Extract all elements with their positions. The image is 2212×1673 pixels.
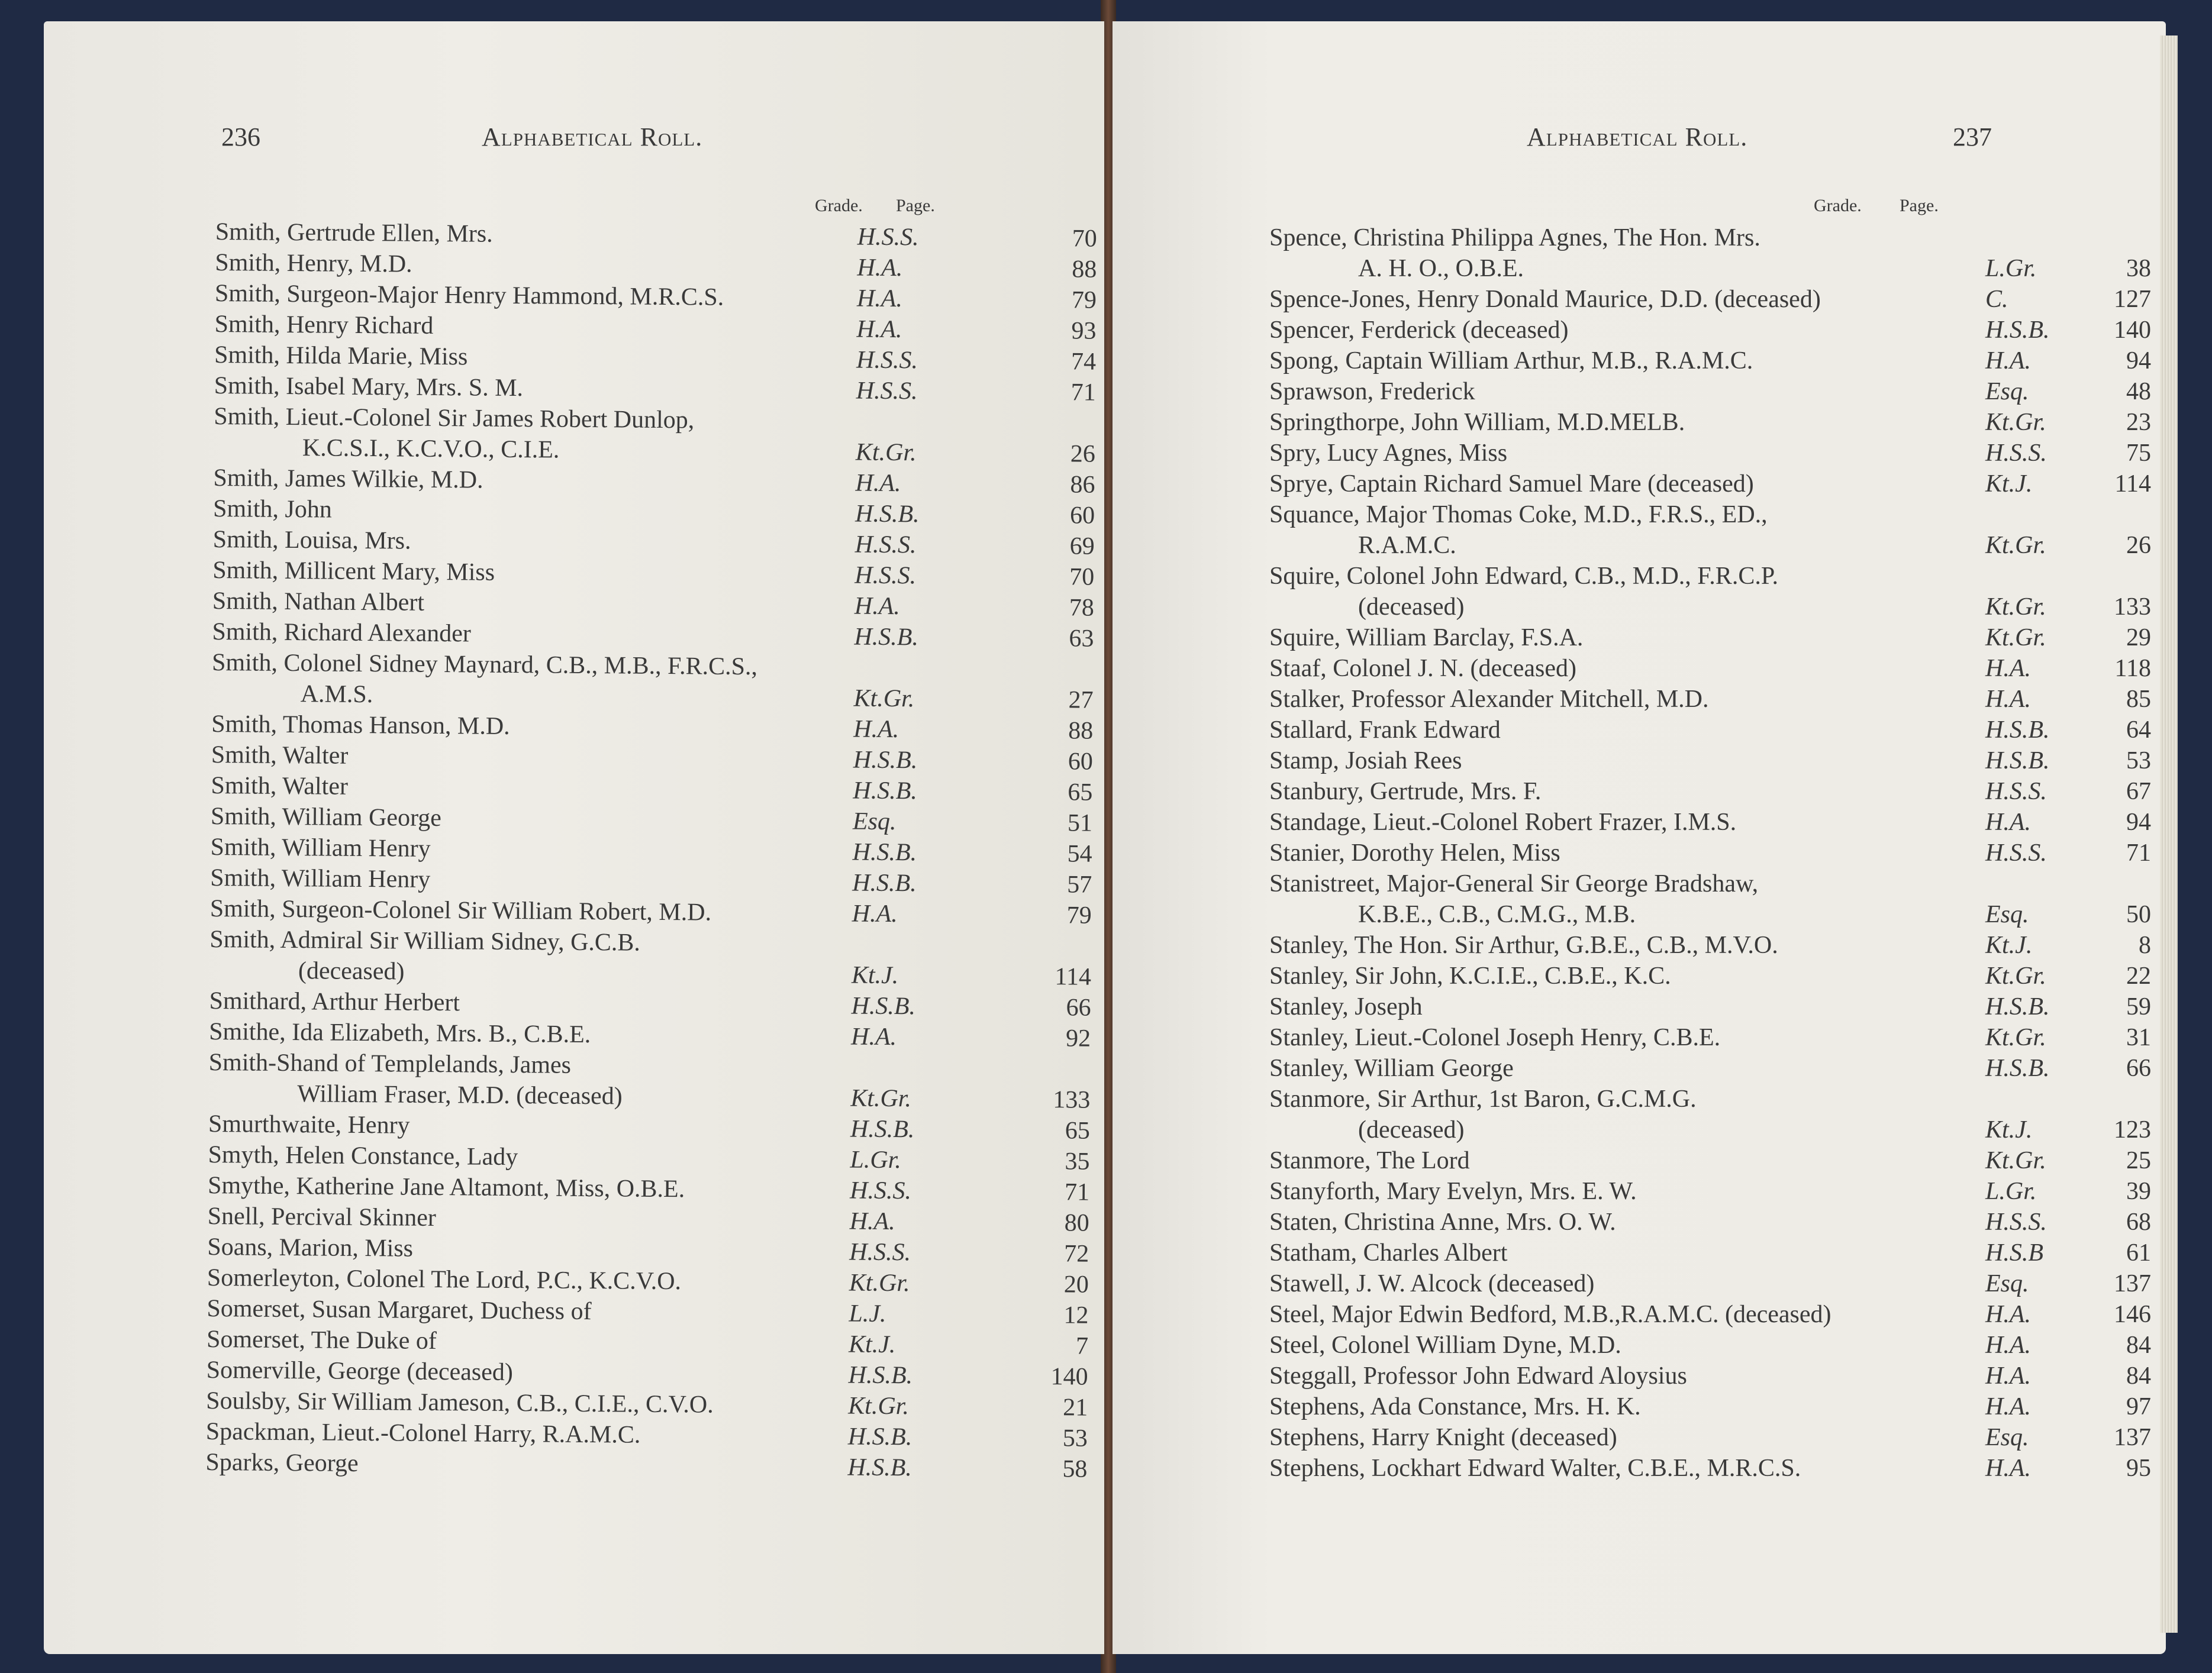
entry-grade: H.S.B. bbox=[851, 992, 916, 1020]
entry-page: 72 bbox=[1064, 1240, 1089, 1268]
entry-name: Spong, Captain William Arthur, M.B., R.A.M.C. bbox=[1269, 347, 1753, 374]
list-item bbox=[1269, 222, 2157, 253]
entry-page: 88 bbox=[1068, 717, 1094, 745]
entry-name: Smith, Millicent Mary, Miss bbox=[212, 556, 495, 586]
entry-name: Stanistreet, Major-General Sir George Bradshaw, bbox=[1269, 870, 1759, 897]
list-item bbox=[1269, 1022, 2157, 1053]
list-item bbox=[1269, 438, 2157, 469]
list-item bbox=[1269, 284, 2157, 315]
entry-page: 65 bbox=[1065, 1117, 1091, 1145]
list-item bbox=[1269, 1115, 2157, 1145]
entry-grade: H.A. bbox=[854, 592, 901, 621]
list-item bbox=[1269, 1238, 2157, 1268]
entry-page: 64 bbox=[2126, 716, 2151, 744]
entry-page: 118 bbox=[2114, 655, 2151, 682]
list-item bbox=[1269, 253, 2157, 284]
entry-name: Smithe, Ida Elizabeth, Mrs. B., C.B.E. bbox=[208, 1018, 591, 1049]
entry-page: 133 bbox=[2114, 593, 2151, 621]
entry-grade: H.S.S. bbox=[1985, 839, 2047, 867]
list-item bbox=[1269, 315, 2157, 345]
entry-name: Squance, Major Thomas Coke, M.D., F.R.S., ED., bbox=[1269, 501, 1768, 528]
entry-grade: H.A. bbox=[853, 715, 899, 744]
entry-grade: Esq. bbox=[1985, 1424, 2029, 1451]
entry-page: 70 bbox=[1072, 225, 1097, 253]
entry-name: Smith, Walter bbox=[211, 741, 349, 770]
list-item bbox=[1269, 838, 2157, 868]
entry-page: 78 bbox=[1069, 594, 1095, 622]
list-item bbox=[1269, 499, 2157, 530]
entry-grade: H.S.B. bbox=[848, 1361, 913, 1390]
list-item bbox=[1269, 1084, 2157, 1115]
entry-grade: Kt.Gr. bbox=[1985, 1147, 2046, 1174]
list-item bbox=[1269, 961, 2157, 991]
entry-page: 68 bbox=[2126, 1209, 2151, 1236]
entry-name: Stanmore, The Lord bbox=[1269, 1147, 1470, 1174]
entry-name: Stanier, Dorothy Helen, Miss bbox=[1269, 839, 1560, 867]
list-item bbox=[1269, 684, 2157, 715]
list-item bbox=[1269, 1453, 2157, 1484]
entry-name: Stawell, J. W. Alcock (deceased) bbox=[1269, 1270, 1595, 1297]
entry-grade: H.S.S. bbox=[849, 1177, 912, 1205]
entry-name: Stamp, Josiah Rees bbox=[1269, 747, 1462, 774]
entry-name: Stephens, Ada Constance, Mrs. H. K. bbox=[1269, 1393, 1641, 1420]
entry-name: Stanley, Joseph bbox=[1269, 993, 1423, 1020]
entry-page: 38 bbox=[2126, 255, 2151, 282]
entry-grade: Kt.Gr. bbox=[855, 438, 917, 467]
entry-name: Somerleyton, Colonel The Lord, P.C., K.C.V.O. bbox=[207, 1264, 682, 1296]
entry-page: 35 bbox=[1065, 1148, 1090, 1175]
entry-name: Stephens, Harry Knight (deceased) bbox=[1269, 1424, 1617, 1451]
entry-name: Spencer, Ferderick (deceased) bbox=[1269, 316, 1569, 344]
entry-name: Stephens, Lockhart Edward Walter, C.B.E., M.R.C.S. bbox=[1269, 1455, 1801, 1482]
entry-name: Smurthwaite, Henry bbox=[208, 1110, 410, 1139]
entry-name: Smith, Gertrude Ellen, Mrs. bbox=[215, 218, 493, 248]
entry-name: Somerset, The Duke of bbox=[206, 1325, 437, 1355]
entry-page: 26 bbox=[1070, 440, 1096, 468]
entry-grade: Kt.Gr. bbox=[1985, 532, 2046, 559]
entry-grade: H.A. bbox=[849, 1207, 895, 1236]
entry-page: 71 bbox=[1064, 1178, 1090, 1206]
entry-grade: H.S.B. bbox=[850, 1115, 915, 1144]
entry-name: Smith, William Henry bbox=[210, 833, 431, 863]
entry-name: Snell, Percival Skinner bbox=[207, 1202, 437, 1232]
entry-page: 21 bbox=[1063, 1394, 1088, 1422]
entry-page: 133 bbox=[1053, 1086, 1091, 1114]
list-item bbox=[1269, 1330, 2157, 1361]
entry-name: Spackman, Lieut.-Colonel Harry, R.A.M.C. bbox=[205, 1417, 641, 1449]
entry-grade: H.A. bbox=[1985, 1455, 2031, 1482]
list-item bbox=[1269, 622, 2157, 653]
entry-grade: H.S.B. bbox=[1985, 747, 2050, 774]
entry-page: 66 bbox=[1066, 994, 1091, 1022]
entry-page: 93 bbox=[1071, 317, 1097, 345]
entry-name: Smith, Colonel Sidney Maynard, C.B., M.B., F.R.C.S., bbox=[211, 648, 758, 681]
entry-grade: H.A. bbox=[852, 900, 898, 928]
entry-page: 86 bbox=[1070, 471, 1095, 499]
entry-grade: L.Gr. bbox=[850, 1146, 902, 1174]
entry-grade: H.A. bbox=[1985, 1362, 2031, 1390]
running-header: Alphabetical Roll. bbox=[482, 122, 703, 151]
list-item bbox=[1269, 1145, 2157, 1176]
entry-grade: H.A. bbox=[1985, 1393, 2031, 1420]
entry-page: 27 bbox=[1068, 686, 1094, 714]
entry-page: 123 bbox=[2114, 1116, 2151, 1144]
entry-page: 65 bbox=[1068, 779, 1093, 806]
list-item bbox=[1269, 991, 2157, 1022]
entry-name: Stanley, Sir John, K.C.I.E., C.B.E., K.C. bbox=[1269, 963, 1671, 990]
entry-list bbox=[1269, 222, 2157, 1484]
entry-grade: H.A. bbox=[1985, 686, 2031, 713]
entry-grade: H.S.S. bbox=[1985, 440, 2047, 467]
entry-name: Stanley, The Hon. Sir Arthur, G.B.E., C.B., M.V.O. bbox=[1269, 932, 1778, 959]
entry-page: 60 bbox=[1068, 748, 1093, 776]
entry-name: Sparks, George bbox=[205, 1448, 359, 1477]
entry-grade: H.A. bbox=[1985, 347, 2031, 374]
list-item bbox=[1269, 1422, 2157, 1453]
entry-name: Stanley, Lieut.-Colonel Joseph Henry, C.B.E. bbox=[1269, 1024, 1721, 1051]
entry-page: 54 bbox=[1067, 840, 1092, 868]
entry-page: 75 bbox=[2126, 440, 2151, 467]
list-item bbox=[1269, 1268, 2157, 1299]
entry-name: Smythe, Katherine Jane Altamont, Miss, O.B.E. bbox=[207, 1171, 685, 1203]
entry-name: K.B.E., C.B., C.M.G., M.B. bbox=[1358, 901, 1636, 928]
entry-page: 26 bbox=[2126, 532, 2151, 559]
entry-page: 59 bbox=[2126, 993, 2151, 1020]
entry-page: 71 bbox=[2126, 839, 2151, 867]
list-item bbox=[1269, 745, 2157, 776]
entry-grade: Kt.J. bbox=[848, 1330, 896, 1359]
entry-page: 25 bbox=[2126, 1147, 2151, 1174]
entry-name: Stanyforth, Mary Evelyn, Mrs. E. W. bbox=[1269, 1178, 1637, 1205]
entry-grade: L.Gr. bbox=[1985, 255, 2037, 282]
entry-name: Smith, Nathan Albert bbox=[212, 587, 425, 616]
entry-name: A. H. O., O.B.E. bbox=[1358, 255, 1524, 282]
entry-name: Staaf, Colonel J. N. (deceased) bbox=[1269, 655, 1576, 682]
entry-name: Stanley, William George bbox=[1269, 1055, 1514, 1082]
entry-name: A.M.S. bbox=[300, 680, 373, 709]
entry-grade: H.S.S. bbox=[857, 223, 919, 251]
entry-name: Smith, James Wilkie, M.D. bbox=[213, 464, 483, 494]
entry-name: (deceased) bbox=[298, 957, 405, 986]
entry-grade: L.J. bbox=[849, 1300, 886, 1328]
entry-grade: Kt.Gr. bbox=[1985, 1024, 2046, 1051]
entry-grade: H.S.S. bbox=[855, 561, 917, 590]
entry-page: 63 bbox=[1069, 625, 1094, 653]
entry-page: 39 bbox=[2126, 1178, 2151, 1205]
entry-grade: C. bbox=[1985, 286, 2008, 313]
entry-grade: H.S.B. bbox=[853, 746, 918, 774]
list-item bbox=[1269, 345, 2157, 376]
entry-name: Smith, Henry, M.D. bbox=[215, 248, 412, 278]
list-item bbox=[1269, 1391, 2157, 1422]
entry-page: 137 bbox=[2114, 1270, 2151, 1297]
entry-grade: H.A. bbox=[855, 469, 901, 498]
entry-page: 84 bbox=[2126, 1362, 2151, 1390]
page-number: 237 bbox=[1953, 122, 1992, 151]
entry-page: 22 bbox=[2126, 963, 2151, 990]
entry-page: 7 bbox=[1075, 1332, 1089, 1360]
entry-name: Springthorpe, John William, M.D.MELB. bbox=[1269, 409, 1685, 436]
entry-name: Steel, Major Edwin Bedford, M.B.,R.A.M.C. (deceased) bbox=[1269, 1301, 1831, 1328]
entry-grade: H.S.B. bbox=[852, 838, 917, 867]
entry-grade: H.S.S. bbox=[855, 531, 917, 559]
entry-name: Soulsby, Sir William Jameson, C.B., C.I.E., C.V.O. bbox=[206, 1387, 714, 1419]
entry-name: Smithard, Arthur Herbert bbox=[209, 987, 460, 1017]
entry-name: Smith, Hilda Marie, Miss bbox=[214, 341, 468, 371]
entry-name: R.A.M.C. bbox=[1358, 532, 1456, 559]
entry-page: 58 bbox=[1062, 1455, 1088, 1483]
entry-name: Smith, Lieut.-Colonel Sir James Robert Dunlop, bbox=[214, 402, 695, 434]
column-header-page: Page. bbox=[1900, 196, 1939, 215]
entry-grade: Kt.J. bbox=[1985, 1116, 2033, 1144]
entry-name: Smyth, Helen Constance, Lady bbox=[208, 1141, 518, 1171]
entry-page: 66 bbox=[2126, 1055, 2151, 1082]
list-item bbox=[1269, 1207, 2157, 1238]
entry-name: Somerset, Susan Margaret, Duchess of bbox=[207, 1294, 592, 1326]
entry-page: 114 bbox=[1055, 963, 1092, 991]
entry-name: Stallard, Frank Edward bbox=[1269, 716, 1501, 744]
entry-grade: Kt.Gr. bbox=[850, 1084, 912, 1113]
entry-name: Soans, Marion, Miss bbox=[207, 1233, 414, 1262]
entry-name: Squire, Colonel John Edward, C.B., M.D., F.R.C.P. bbox=[1269, 563, 1779, 590]
entry-name: Sprye, Captain Richard Samuel Mare (deceased) bbox=[1269, 470, 1754, 498]
entry-grade: H.A. bbox=[1985, 1332, 2031, 1359]
entry-grade: H.S.S. bbox=[1985, 1209, 2047, 1236]
list-item bbox=[1269, 1299, 2157, 1330]
entry-grade: H.A. bbox=[857, 254, 903, 282]
left-page bbox=[44, 21, 1104, 1654]
list-item bbox=[1269, 1361, 2157, 1391]
entry-name: Standage, Lieut.-Colonel Robert Frazer, I.M.S. bbox=[1269, 809, 1737, 836]
entry-name: Squire, William Barclay, F.S.A. bbox=[1269, 624, 1584, 651]
entry-grade: H.S.B. bbox=[855, 500, 920, 528]
entry-name: Stanbury, Gertrude, Mrs. F. bbox=[1269, 778, 1542, 805]
entry-grade: H.S.B bbox=[1985, 1239, 2043, 1267]
entry-grade: H.A. bbox=[1985, 655, 2031, 682]
entry-page: 97 bbox=[2126, 1393, 2151, 1420]
running-header: Alphabetical Roll. bbox=[1527, 122, 1748, 151]
list-item bbox=[1269, 776, 2157, 807]
entry-name: (deceased) bbox=[1358, 593, 1465, 621]
entry-grade: H.A. bbox=[1985, 809, 2031, 836]
page-edges bbox=[2160, 35, 2178, 1633]
entry-page: 92 bbox=[1065, 1025, 1091, 1052]
entry-grade: Kt.J. bbox=[1985, 470, 2033, 498]
list-item bbox=[205, 1447, 1093, 1485]
entry-page: 69 bbox=[1069, 532, 1095, 560]
entry-grade: H.A. bbox=[1985, 1301, 2031, 1328]
entry-name: Smith, Surgeon-Major Henry Hammond, M.R.C.S. bbox=[214, 279, 724, 311]
entry-name: Steel, Colonel William Dyne, M.D. bbox=[1269, 1332, 1621, 1359]
entry-name: Statham, Charles Albert bbox=[1269, 1239, 1508, 1267]
entry-page: 31 bbox=[2126, 1024, 2151, 1051]
list-item bbox=[1269, 376, 2157, 407]
entry-name: Smith, Louisa, Mrs. bbox=[212, 525, 411, 555]
entry-name: Smith, William George bbox=[210, 802, 442, 832]
list-item bbox=[1269, 1176, 2157, 1207]
entry-name: Spry, Lucy Agnes, Miss bbox=[1269, 440, 1508, 467]
list-item bbox=[1269, 715, 2157, 745]
entry-name: Stanmore, Sir Arthur, 1st Baron, G.C.M.G. bbox=[1269, 1086, 1697, 1113]
entry-grade: L.Gr. bbox=[1985, 1178, 2037, 1205]
entry-grade: Esq. bbox=[852, 808, 897, 836]
entry-page: 61 bbox=[2126, 1239, 2151, 1267]
entry-name: William Fraser, M.D. (deceased) bbox=[297, 1080, 623, 1110]
list-item bbox=[1269, 1053, 2157, 1084]
entry-page: 94 bbox=[2126, 809, 2151, 836]
entry-grade: H.S.B. bbox=[847, 1423, 912, 1451]
entry-grade: Kt.Gr. bbox=[1985, 409, 2046, 436]
entry-grade: H.S.S. bbox=[849, 1238, 911, 1267]
entry-grade: H.S.B. bbox=[852, 869, 917, 897]
list-item bbox=[1269, 653, 2157, 684]
entry-name: Smith, Walter bbox=[211, 771, 349, 800]
entry-grade: H.S.B. bbox=[1985, 993, 2050, 1020]
entry-name: (deceased) bbox=[1358, 1116, 1465, 1144]
entry-name: Spence, Christina Philippa Agnes, The Hon. Mrs. bbox=[1269, 224, 1760, 251]
entry-name: Smith, Thomas Hanson, M.D. bbox=[211, 710, 510, 740]
column-header-page: Page. bbox=[896, 196, 935, 215]
entry-grade: H.S.B. bbox=[1985, 1055, 2050, 1082]
entry-grade: Kt.J. bbox=[851, 961, 899, 990]
entry-name: Staten, Christina Anne, Mrs. O. W. bbox=[1269, 1209, 1616, 1236]
entry-grade: Kt.Gr. bbox=[1985, 593, 2046, 621]
entry-page: 95 bbox=[2126, 1455, 2151, 1482]
entry-page: 12 bbox=[1063, 1301, 1089, 1329]
entry-page: 94 bbox=[2126, 347, 2151, 374]
column-header-grade: Grade. bbox=[815, 196, 863, 215]
entry-name: Smith, William Henry bbox=[210, 864, 431, 893]
entry-page: 84 bbox=[2126, 1332, 2151, 1359]
entry-name: Sprawson, Frederick bbox=[1269, 378, 1475, 405]
entry-page: 74 bbox=[1070, 348, 1097, 376]
entry-page: 67 bbox=[2126, 778, 2151, 805]
right-page bbox=[1113, 21, 2166, 1654]
list-item bbox=[1269, 930, 2157, 961]
entry-page: 70 bbox=[1069, 563, 1095, 591]
entry-name: K.C.S.I., K.C.V.O., C.I.E. bbox=[302, 434, 560, 464]
entry-grade: H.S.B. bbox=[1985, 716, 2050, 744]
list-item bbox=[1269, 530, 2157, 561]
list-item bbox=[1269, 561, 2157, 592]
entry-name: Somerville, George (deceased) bbox=[206, 1356, 514, 1387]
entry-name: Smith, Richard Alexander bbox=[212, 618, 472, 648]
entry-name: Smith-Shand of Templelands, James bbox=[208, 1048, 572, 1079]
list-item bbox=[1269, 807, 2157, 838]
list-item bbox=[1269, 899, 2157, 930]
entry-page: 57 bbox=[1066, 871, 1092, 899]
entry-page: 79 bbox=[1071, 286, 1097, 314]
entry-page: 20 bbox=[1063, 1271, 1089, 1299]
entry-grade: H.A. bbox=[850, 1023, 897, 1051]
entry-grade: H.A. bbox=[856, 315, 902, 344]
entry-grade: Esq. bbox=[1985, 378, 2029, 405]
list-item bbox=[1269, 407, 2157, 438]
entry-name: Stalker, Professor Alexander Mitchell, M.D. bbox=[1269, 686, 1709, 713]
entry-list bbox=[205, 217, 1103, 1485]
entry-grade: H.S.B. bbox=[854, 623, 919, 651]
entry-page: 79 bbox=[1066, 902, 1092, 929]
entry-grade: H.S.S. bbox=[856, 377, 918, 405]
entry-page: 140 bbox=[1050, 1363, 1088, 1391]
entry-page: 137 bbox=[2114, 1424, 2151, 1451]
entry-grade: Kt.Gr. bbox=[849, 1269, 910, 1297]
entry-grade: Kt.Gr. bbox=[853, 684, 915, 713]
column-header-grade: Grade. bbox=[1814, 196, 1862, 215]
entry-page: 53 bbox=[2126, 747, 2151, 774]
entry-page: 60 bbox=[1069, 502, 1095, 529]
entry-page: 71 bbox=[1070, 379, 1096, 406]
entry-name: Smith, Surgeon-Colonel Sir William Robert, M.D. bbox=[209, 894, 712, 926]
entry-page: 50 bbox=[2126, 901, 2151, 928]
entry-page: 29 bbox=[2126, 624, 2151, 651]
entry-grade: Esq. bbox=[1985, 1270, 2029, 1297]
page-number: 236 bbox=[221, 122, 260, 151]
entry-page: 88 bbox=[1072, 256, 1097, 283]
entry-name: Smith, Admiral Sir William Sidney, G.C.B. bbox=[209, 925, 641, 957]
entry-page: 127 bbox=[2114, 286, 2151, 313]
entry-name: Steggall, Professor John Edward Aloysius bbox=[1269, 1362, 1687, 1390]
list-item bbox=[1269, 469, 2157, 499]
entry-page: 48 bbox=[2126, 378, 2151, 405]
entry-grade: Esq. bbox=[1985, 901, 2029, 928]
entry-grade: Kt.J. bbox=[1985, 932, 2033, 959]
entry-page: 85 bbox=[2126, 686, 2151, 713]
entry-page: 8 bbox=[2139, 932, 2151, 959]
entry-grade: H.S.B. bbox=[853, 777, 918, 805]
entry-grade: H.S.S. bbox=[1985, 778, 2047, 805]
list-item bbox=[1269, 868, 2157, 899]
entry-page: 140 bbox=[2114, 316, 2151, 344]
entry-name: Spence-Jones, Henry Donald Maurice, D.D. (deceased) bbox=[1269, 286, 1821, 313]
list-item bbox=[1269, 592, 2157, 622]
entry-name: Smith, John bbox=[212, 495, 333, 524]
entry-grade: Kt.Gr. bbox=[1985, 624, 2046, 651]
entry-page: 146 bbox=[2114, 1301, 2151, 1328]
entry-name: Smith, Henry Richard bbox=[214, 310, 434, 340]
entry-page: 23 bbox=[2126, 409, 2151, 436]
entry-page: 114 bbox=[2114, 470, 2151, 498]
entry-grade: H.S.S. bbox=[856, 346, 918, 374]
entry-page: 51 bbox=[1067, 809, 1093, 837]
entry-page: 53 bbox=[1062, 1425, 1088, 1452]
entry-grade: H.S.B. bbox=[847, 1454, 912, 1482]
entry-grade: Kt.Gr. bbox=[1985, 963, 2046, 990]
entry-grade: H.A. bbox=[856, 285, 903, 313]
entry-name: Smith, Isabel Mary, Mrs. S. M. bbox=[214, 372, 524, 402]
entry-grade: Kt.Gr. bbox=[848, 1392, 910, 1420]
entry-page: 80 bbox=[1064, 1209, 1089, 1237]
entry-grade: H.S.B. bbox=[1985, 316, 2050, 344]
